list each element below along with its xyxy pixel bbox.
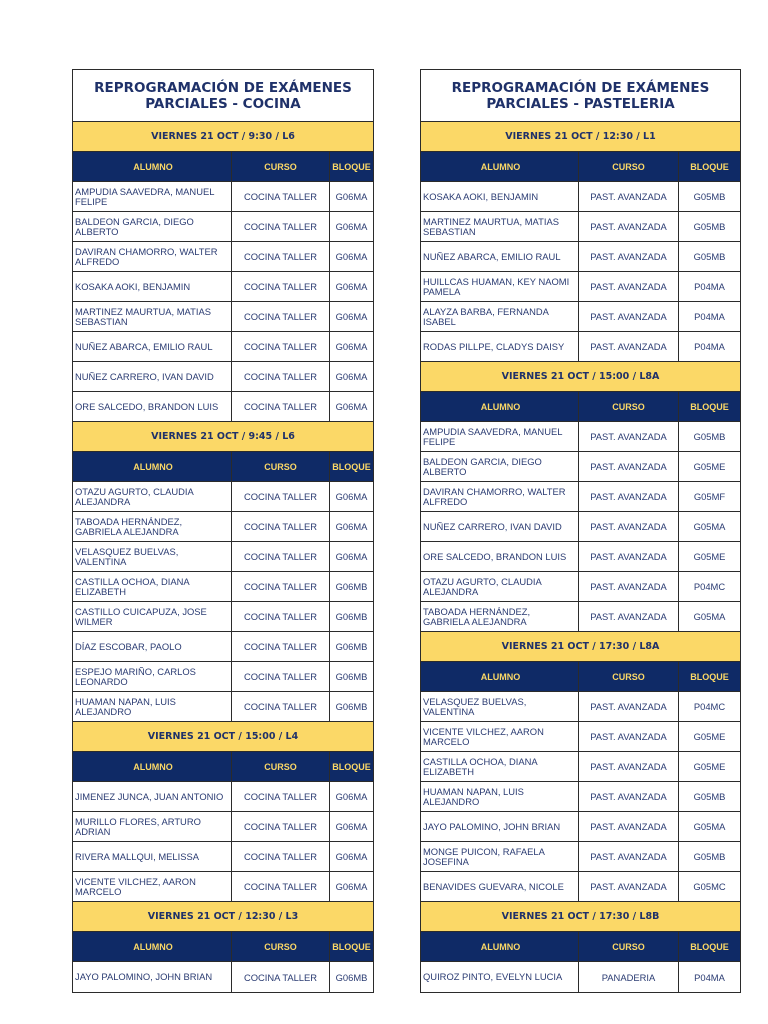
student-name: JIMENEZ JUNCA, JUAN ANTONIO	[73, 782, 232, 811]
course-name: PAST. AVANZADA	[579, 692, 679, 721]
header-row	[421, 662, 740, 692]
course-name: PAST. AVANZADA	[579, 272, 679, 301]
table-row	[421, 482, 740, 512]
block-code: G06MA	[335, 371, 368, 382]
course-name: PAST. AVANZADA	[579, 842, 679, 871]
student-name: TABOADA HERNÁNDEZ, GABRIELA ALEJANDRA	[73, 512, 232, 541]
table-row	[73, 542, 373, 572]
session-row	[73, 902, 373, 932]
student-name: CASTILLA OCHOA, DIANA ELIZABETH	[73, 572, 232, 601]
course-name: COCINA TALLER	[232, 962, 330, 992]
student-name: KOSAKA AOKI, BENJAMIN	[421, 182, 579, 211]
student-name: DÍAZ ESCOBAR, PAOLO	[73, 632, 232, 661]
table-row	[421, 212, 740, 242]
block-code: G05MC	[693, 881, 726, 892]
block-code: G06MB	[335, 971, 368, 983]
header-alumno: ALUMNO	[421, 932, 579, 961]
header-bloque: BLOQUE	[679, 392, 740, 421]
header-row	[73, 452, 373, 482]
header-alumno: ALUMNO	[73, 752, 232, 781]
header-alumno: ALUMNO	[73, 152, 232, 181]
session-row	[73, 122, 373, 152]
session-row	[421, 362, 740, 392]
session-label: VIERNES 21 OCT / 15:00 / L8A	[421, 362, 740, 391]
table-row	[421, 422, 740, 452]
course-name: COCINA TALLER	[232, 542, 330, 571]
table-row	[73, 872, 373, 902]
table-row	[73, 782, 373, 812]
table-row	[421, 272, 740, 302]
course-name: PAST. AVANZADA	[579, 542, 679, 571]
table-row	[421, 602, 740, 632]
course-name: PAST. AVANZADA	[579, 872, 679, 901]
block-code: G06MB	[335, 701, 368, 712]
student-name: KOSAKA AOKI, BENJAMIN	[73, 272, 232, 301]
course-name: COCINA TALLER	[232, 212, 330, 241]
student-name: ORE SALCEDO, BRANDON LUIS	[73, 392, 232, 421]
block-code: G06MA	[335, 851, 368, 862]
block-code: G06MA	[335, 341, 368, 352]
table-row	[421, 452, 740, 482]
table-row	[421, 512, 740, 542]
header-alumno: ALUMNO	[73, 932, 232, 961]
course-name: PAST. AVANZADA	[579, 752, 679, 781]
table-row	[73, 962, 373, 992]
student-name: NUÑEZ ABARCA, EMILIO RAUL	[421, 242, 579, 271]
course-name: PAST. AVANZADA	[579, 782, 679, 811]
course-name: PAST. AVANZADA	[579, 242, 679, 271]
block-code: P04MA	[694, 281, 725, 292]
header-curso: CURSO	[232, 752, 330, 781]
student-name: MONGE PUICON, RAFAELA JOSEFINA	[421, 842, 579, 871]
student-name: VELASQUEZ BUELVAS, VALENTINA	[73, 542, 232, 571]
table-row	[421, 962, 740, 992]
header-curso: CURSO	[232, 452, 330, 481]
table-row	[73, 392, 373, 422]
block-code: P04MA	[694, 341, 725, 352]
header-curso: CURSO	[579, 152, 679, 181]
table-row	[421, 812, 740, 842]
session-row	[421, 632, 740, 662]
student-name: JAYO PALOMINO, JOHN BRIAN	[73, 962, 232, 992]
student-name: RIVERA MALLQUI, MELISSA	[73, 842, 232, 871]
course-name: PAST. AVANZADA	[579, 452, 679, 481]
course-name: PAST. AVANZADA	[579, 512, 679, 541]
course-name: COCINA TALLER	[232, 782, 330, 811]
header-alumno: ALUMNO	[73, 452, 232, 481]
course-name: PAST. AVANZADA	[579, 572, 679, 601]
header-row	[421, 392, 740, 422]
header-curso: CURSO	[579, 932, 679, 961]
header-row	[73, 932, 373, 962]
course-name: COCINA TALLER	[232, 392, 330, 421]
student-name: VELASQUEZ BUELVAS, VALENTINA	[421, 692, 579, 721]
block-code: P04MA	[694, 971, 725, 983]
student-name: NUÑEZ CARRERO, IVAN DAVID	[73, 362, 232, 391]
table-row	[73, 602, 373, 632]
session-label: VIERNES 21 OCT / 9:45 / L6	[73, 422, 373, 451]
table-row	[421, 182, 740, 212]
table-row	[73, 302, 373, 332]
course-name: COCINA TALLER	[232, 512, 330, 541]
student-name: MARTINEZ MAURTUA, MATIAS SEBASTIAN	[73, 302, 232, 331]
student-name: AMPUDIA SAAVEDRA, MANUEL FELIPE	[73, 182, 232, 211]
course-name: PAST. AVANZADA	[579, 812, 679, 841]
table-row	[421, 692, 740, 722]
block-code: G06MB	[335, 581, 368, 592]
block-code: G05MF	[693, 491, 726, 502]
block-code: G06MA	[335, 521, 368, 532]
course-name: COCINA TALLER	[232, 812, 330, 841]
block-code: G06MA	[335, 311, 368, 322]
block-code: G06MA	[335, 881, 368, 892]
block-code: P04MC	[693, 581, 726, 592]
table-row	[73, 362, 373, 392]
student-name: DAVIRAN CHAMORRO, WALTER ALFREDO	[421, 482, 579, 511]
student-name: ORE SALCEDO, BRANDON LUIS	[421, 542, 579, 571]
student-name: RODAS PILLPE, CLADYS DAISY	[421, 332, 579, 361]
header-row	[73, 752, 373, 782]
student-name: QUIROZ PINTO, EVELYN LUCIA	[421, 962, 579, 992]
course-name: COCINA TALLER	[232, 302, 330, 331]
header-alumno: ALUMNO	[421, 152, 579, 181]
table-row	[73, 692, 373, 722]
student-name: NUÑEZ CARRERO, IVAN DAVID	[421, 512, 579, 541]
block-code: P04MA	[694, 311, 725, 322]
table-row	[421, 782, 740, 812]
course-name: COCINA TALLER	[232, 272, 330, 301]
course-name: COCINA TALLER	[232, 602, 330, 631]
table-row	[73, 272, 373, 302]
header-bloque: BLOQUE	[330, 752, 373, 781]
table-row	[73, 572, 373, 602]
table-row	[421, 872, 740, 902]
table-row	[421, 752, 740, 782]
cocina-schedule-table	[72, 69, 374, 993]
header-curso: CURSO	[579, 662, 679, 691]
block-code: G05MB	[693, 251, 726, 262]
header-curso: CURSO	[232, 152, 330, 181]
table-row	[73, 182, 373, 212]
header-bloque: BLOQUE	[679, 152, 740, 181]
table-title: REPROGRAMACIÓN DE EXÁMENES PARCIALES - COCINA	[73, 70, 373, 122]
student-name: TABOADA HERNÁNDEZ, GABRIELA ALEJANDRA	[421, 602, 579, 631]
table-row	[421, 242, 740, 272]
block-code: G06MB	[335, 671, 368, 682]
header-alumno: ALUMNO	[421, 392, 579, 421]
student-name: JAYO PALOMINO, JOHN BRIAN	[421, 812, 579, 841]
student-name: ALAYZA BARBA, FERNANDA ISABEL	[421, 302, 579, 331]
course-name: COCINA TALLER	[232, 872, 330, 901]
student-name: BENAVIDES GUEVARA, NICOLE	[421, 872, 579, 901]
block-code: P04MC	[693, 701, 726, 712]
block-code: G05MB	[693, 221, 726, 232]
block-code: G05ME	[693, 461, 726, 472]
table-row	[73, 482, 373, 512]
block-code: G05MB	[693, 191, 726, 202]
course-name: COCINA TALLER	[232, 692, 330, 721]
block-code: G06MA	[335, 491, 368, 502]
course-name: PAST. AVANZADA	[579, 332, 679, 361]
student-name: HUAMAN NAPAN, LUIS ALEJANDRO	[73, 692, 232, 721]
block-code: G05ME	[693, 731, 726, 742]
block-code: G06MA	[335, 281, 368, 292]
block-code: G05MA	[693, 821, 726, 832]
header-bloque: BLOQUE	[679, 932, 740, 961]
block-code: G05ME	[693, 761, 726, 772]
student-name: NUÑEZ ABARCA, EMILIO RAUL	[73, 332, 232, 361]
student-name: VICENTE VILCHEZ, AARON MARCELO	[73, 872, 232, 901]
header-bloque: BLOQUE	[330, 452, 373, 481]
header-curso: CURSO	[232, 932, 330, 961]
course-name: PAST. AVANZADA	[579, 482, 679, 511]
course-name: COCINA TALLER	[232, 332, 330, 361]
student-name: MARTINEZ MAURTUA, MATIAS SEBASTIAN	[421, 212, 579, 241]
student-name: MURILLO FLORES, ARTURO ADRIAN	[73, 812, 232, 841]
student-name: ESPEJO MARIÑO, CARLOS LEONARDO	[73, 662, 232, 691]
course-name: PAST. AVANZADA	[579, 722, 679, 751]
session-label: VIERNES 21 OCT / 17:30 / L8A	[421, 632, 740, 661]
course-name: PAST. AVANZADA	[579, 182, 679, 211]
table-row	[73, 512, 373, 542]
session-label: VIERNES 21 OCT / 9:30 / L6	[73, 122, 373, 151]
header-row	[421, 152, 740, 182]
session-row	[73, 722, 373, 752]
table-row	[73, 812, 373, 842]
course-name: COCINA TALLER	[232, 632, 330, 661]
header-bloque: BLOQUE	[679, 662, 740, 691]
block-code: G05MB	[693, 791, 726, 802]
table-row	[421, 572, 740, 602]
header-alumno: ALUMNO	[421, 662, 579, 691]
course-name: PANADERIA	[579, 962, 679, 992]
block-code: G06MA	[335, 221, 368, 232]
course-name: PAST. AVANZADA	[579, 422, 679, 451]
session-label: VIERNES 21 OCT / 12:30 / L1	[421, 122, 740, 151]
course-name: PAST. AVANZADA	[579, 302, 679, 331]
block-code: G06MA	[335, 791, 368, 802]
course-name: COCINA TALLER	[232, 572, 330, 601]
course-name: COCINA TALLER	[232, 482, 330, 511]
table-row	[73, 242, 373, 272]
course-name: COCINA TALLER	[232, 662, 330, 691]
student-name: OTAZU AGURTO, CLAUDIA ALEJANDRA	[73, 482, 232, 511]
block-code: G05MB	[693, 851, 726, 862]
course-name: COCINA TALLER	[232, 842, 330, 871]
block-code: G06MB	[335, 611, 368, 622]
block-code: G06MA	[335, 191, 368, 202]
session-row	[421, 902, 740, 932]
table-row	[421, 332, 740, 362]
course-name: PAST. AVANZADA	[579, 602, 679, 631]
header-bloque: BLOQUE	[330, 932, 373, 961]
student-name: DAVIRAN CHAMORRO, WALTER ALFREDO	[73, 242, 232, 271]
student-name: CASTILLO CUICAPUZA, JOSE WILMER	[73, 602, 232, 631]
block-code: G05MA	[693, 611, 726, 622]
table-row	[421, 722, 740, 752]
table-title: REPROGRAMACIÓN DE EXÁMENES PARCIALES - PASTELERIA	[421, 70, 740, 122]
block-code: G06MA	[335, 551, 368, 562]
pasteleria-schedule-table	[420, 69, 741, 993]
session-row	[421, 122, 740, 152]
student-name: AMPUDIA SAAVEDRA, MANUEL FELIPE	[421, 422, 579, 451]
header-curso: CURSO	[579, 392, 679, 421]
block-code: G06MA	[335, 251, 368, 262]
block-code: G06MB	[335, 641, 368, 652]
block-code: G05MB	[693, 431, 726, 442]
header-row	[421, 932, 740, 962]
student-name: CASTILLA OCHOA, DIANA ELIZABETH	[421, 752, 579, 781]
student-name: OTAZU AGURTO, CLAUDIA ALEJANDRA	[421, 572, 579, 601]
table-row	[421, 302, 740, 332]
table-row	[73, 212, 373, 242]
header-row	[73, 152, 373, 182]
table-row	[73, 332, 373, 362]
table-row	[73, 632, 373, 662]
course-name: COCINA TALLER	[232, 242, 330, 271]
course-name: COCINA TALLER	[232, 362, 330, 391]
student-name: HUAMAN NAPAN, LUIS ALEJANDRO	[421, 782, 579, 811]
course-name: PAST. AVANZADA	[579, 212, 679, 241]
session-row	[73, 422, 373, 452]
course-name: COCINA TALLER	[232, 182, 330, 211]
header-bloque: BLOQUE	[330, 152, 373, 181]
student-name: HUILLCAS HUAMAN, KEY NAOMI PAMELA	[421, 272, 579, 301]
table-row	[421, 842, 740, 872]
block-code: G06MA	[335, 821, 368, 832]
table-row	[73, 662, 373, 692]
student-name: BALDEON GARCIA, DIEGO ALBERTO	[421, 452, 579, 481]
student-name: BALDEON GARCIA, DIEGO ALBERTO	[73, 212, 232, 241]
block-code: G06MA	[335, 401, 368, 412]
block-code: G05ME	[693, 551, 726, 562]
block-code: G05MA	[693, 521, 726, 532]
session-label: VIERNES 21 OCT / 12:30 / L3	[73, 902, 373, 931]
student-name: VICENTE VILCHEZ, AARON MARCELO	[421, 722, 579, 751]
session-label: VIERNES 21 OCT / 17:30 / L8B	[421, 902, 740, 931]
table-row	[73, 842, 373, 872]
table-row	[421, 542, 740, 572]
session-label: VIERNES 21 OCT / 15:00 / L4	[73, 722, 373, 751]
